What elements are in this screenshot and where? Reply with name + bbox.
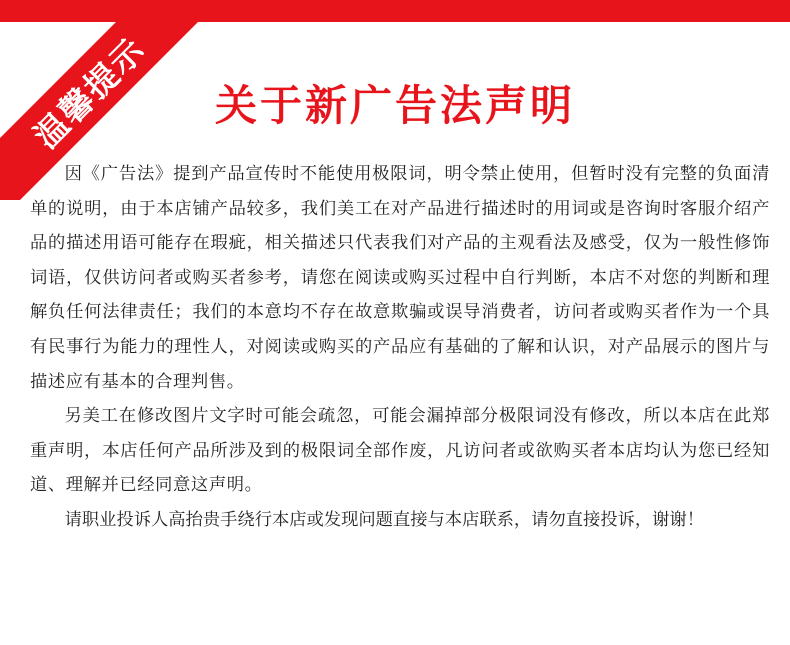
- paragraph-correction: 另美工在修改图片文字时可能会疏忽，可能会漏掉部分极限词没有修改，所以本店在此郑重声明，本店任何产品所涉及到的极限词全部作废，凡访问者或欲购买者本店均认为您已经知道、理解并已经同意这声明。: [30, 406, 770, 496]
- paragraph-disclaimer: 因《广告法》提到产品宣传时不能使用极限词，明令禁止使用，但暂时没有完整的负面清单的说明，由于本店铺产品较多，我们美工在对产品进行描述时的用词或是咨询时客服介绍产品的描述用语可能存在瑕疵，相关描述只代表我们对产品的主观看法及感受，仅为一般性修饰词语，仅供访问者或购买者参考，请您在阅读或购买过程中自行判断，本店不对您的判断和理解负任何法律责任；我们的本意均不存在故意欺骗或误导消费者，访问者或购买者作为一个具有民事行为能力的理性人，对阅读或购买的产品应有基础的了解和认识，对产品展示的图片与描述应有基本的合理判售。: [30, 164, 770, 392]
- paragraph-request: 请职业投诉人高抬贵手绕行本店或发现问题直接与本店联系，请勿直接投诉，谢谢！: [64, 509, 705, 530]
- statement-body: [30, 157, 770, 538]
- ribbon-label: 温馨提示: [26, 29, 153, 156]
- page-title: 关于新广告法声明: [214, 81, 575, 130]
